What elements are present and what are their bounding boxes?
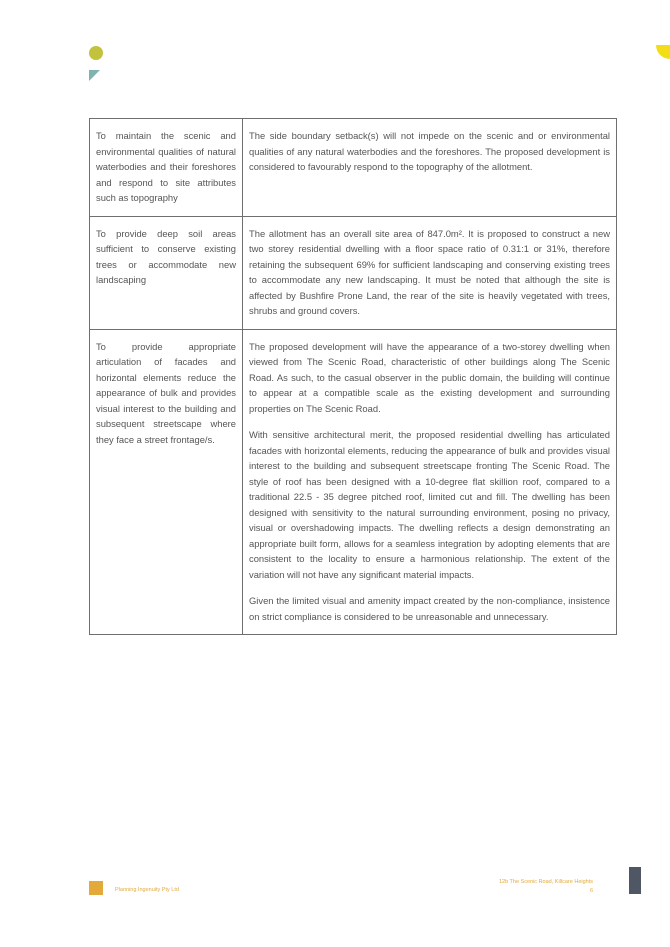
- response-paragraph: The proposed development will have the appearance of a two-storey dwelling when viewed from The Scenic Road, characteristic of other buildings along The Scenic Road. As such, to the casual observer in the public domain, the building will continue to appear at a compatible scale as the existing development and surrounding properties on The Scenic Road.: [249, 340, 610, 414]
- footer-company: Planning Ingenuity Pty Ltd: [115, 887, 179, 893]
- corner-accent-icon: [656, 45, 670, 59]
- footer-info: [499, 878, 593, 896]
- logo-circle-icon: [89, 46, 103, 60]
- compliance-table: [89, 118, 617, 635]
- table-row: [90, 329, 617, 635]
- footer-logo-square-icon: [89, 881, 103, 895]
- objective-text: To maintain the scenic and environmental qualities of natural waterbodies and their foreshores and respond to site attributes such as topography: [96, 130, 236, 203]
- objective-cell: [90, 119, 243, 217]
- response-paragraph: The allotment has an overall site area of 847.0m². It is proposed to construct a new two storey residential dwelling with a floor space ratio of 0.31:1 or 31%, therefore retaining the subsequent 69% for sufficient landscaping and conserving existing trees to accommodate any new landscaping. It must be noted that although the site is affected by Bushfire Prone Land, the rear of the site is heavily vegetated with trees, shrubs and ground covers.: [249, 227, 610, 316]
- objective-cell: [90, 329, 243, 635]
- response-paragraph: The side boundary setback(s) will not impede on the scenic and or environmental qualities of any natural waterbodies and the foreshores. The proposed development is considered to favourably respond to the topography of the allotment.: [249, 130, 610, 172]
- footer-bar-icon: [629, 867, 641, 894]
- page-number: 6: [589, 888, 593, 894]
- table-row: [90, 119, 617, 217]
- objective-text: To provide deep soil areas sufficient to conserve existing trees or accommodate new landscaping: [96, 227, 236, 285]
- response-cell: [243, 119, 617, 217]
- footer-address: 12b The Scenic Road, Killcare Heights: [498, 879, 593, 885]
- response-cell: [243, 216, 617, 329]
- logo-triangle-icon: [89, 70, 100, 81]
- objective-cell: [90, 216, 243, 329]
- response-paragraph: With sensitive architectural merit, the proposed residential dwelling has articulated facades with horizontal elements, reducing the appearance of bulk and provides visual interest to the building and subsequent streetscape fronting The Scenic Road. The style of roof has been designed with a 10-degree flat skillion roof, compared to a traditional 22.5 - 35 degree pitched roof, limited cut and fill. The dwelling has been designed with sensitivity to the natural surrounding environment, posing no privacy, visual or overshadowing impacts. The dwelling reflects a design demonstrating an appropriate built form, allows for a seamless integration by adopting elements that are consistent to the locality to ensure a harmonious relationship. The extent of the variation will not have any significant material impacts.: [249, 429, 610, 580]
- objective-text: To provide appropriate articulation of facades and horizontal elements reduce the appearance of bulk and provides visual interest to the building and subsequent streetscape where they face a street frontage/s.: [96, 340, 236, 445]
- table-row: [90, 216, 617, 329]
- response-cell: [243, 329, 617, 635]
- response-paragraph: Given the limited visual and amenity impact created by the non-compliance, insistence on strict compliance is considered to be unreasonable and unnecessary.: [249, 595, 610, 622]
